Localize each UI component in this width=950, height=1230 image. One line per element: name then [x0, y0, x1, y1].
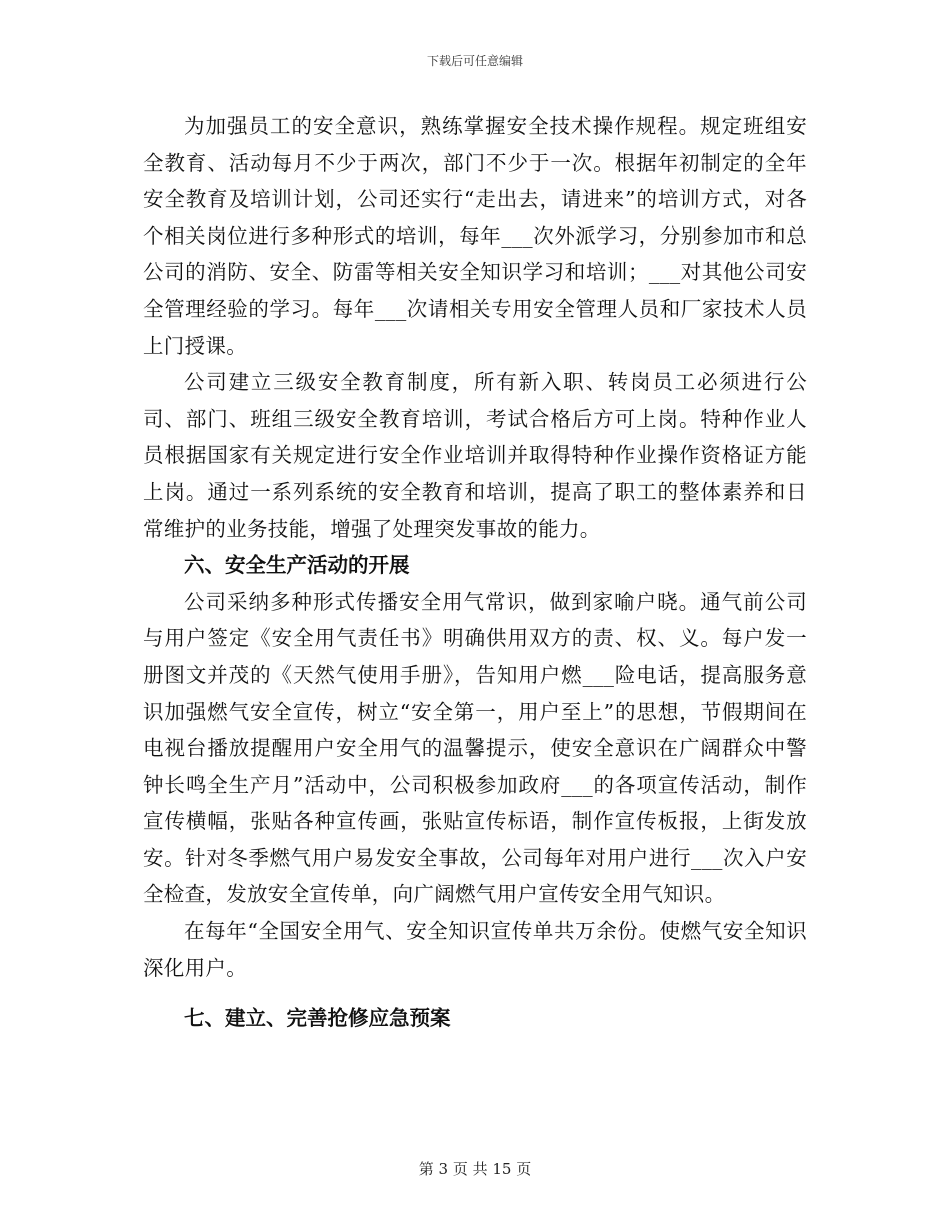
page-number: 第 3 页 共 15 页 — [418, 1160, 532, 1178]
section-heading-six: 六、安全生产活动的开展 — [184, 553, 410, 578]
paragraph-training: 为加强员工的安全意识，熟练掌握安全技术操作规程。规定班组安全教育、活动每月不少于两次，部门不少于一次。根据年初制定的全年安全教育及培训计划，公司还实行“走出去，请进来”的培训方式，对各个相关岗位进行多种形式的培训，每年___次外派学习，分别参加市和总公司的消防、安全、防雷等相关安全知识学习和培训；___对其他公司安全管理经验的学习。每年___次请相关专用安全管理人员和厂家技术人员上门授课。 — [143, 114, 807, 358]
paragraph-safety-publicity: 公司采纳多种形式传播安全用气常识，做到家喻户晓。通气前公司与用户签定《安全用气责任书》明确供用双方的责、权、义。每户发一册图文并茂的《天然气使用手册》，告知用户燃___险电话，提高服务意识加强燃气安全宣传，树立“安全第一，用户至上”的思想，节假期间在电视台播放提醒用户安全用气的温馨提示，使安全意识在广阔群众中警钟长鸣全生产月”活动中，公司积极参加政府___的各项宣传活动，制作宣传横幅，张贴各种宣传画，张贴宣传标语，制作宣传板报，上街发放安。针对冬季燃气用户易发安全事故，公司每年对用户进行___次入户安全检查，发放安全宣传单，向广阔燃气用户宣传安全用气知识。 — [143, 589, 807, 907]
document-body — [143, 108, 807, 1037]
paragraph-annual-publicity: 在每年“全国安全用气、安全知识宣传单共万余份。使燃气安全知识深化用户。 — [143, 919, 807, 980]
section-heading-seven: 七、建立、完善抢修应急预案 — [184, 1006, 451, 1031]
paragraph-three-level-education: 公司建立三级安全教育制度，所有新入职、转岗员工必须进行公司、部门、班组三级安全教育培训，考试合格后方可上岗。特种作业人员根据国家有关规定进行安全作业培训并取得特种作业操作资格证方能上岗。通过一系列系统的安全教育和培训，提高了职工的整体素养和日常维护的业务技能，增强了处理突发事故的能力。 — [143, 370, 807, 541]
page-header: 下载后可任意编辑 — [426, 54, 523, 68]
